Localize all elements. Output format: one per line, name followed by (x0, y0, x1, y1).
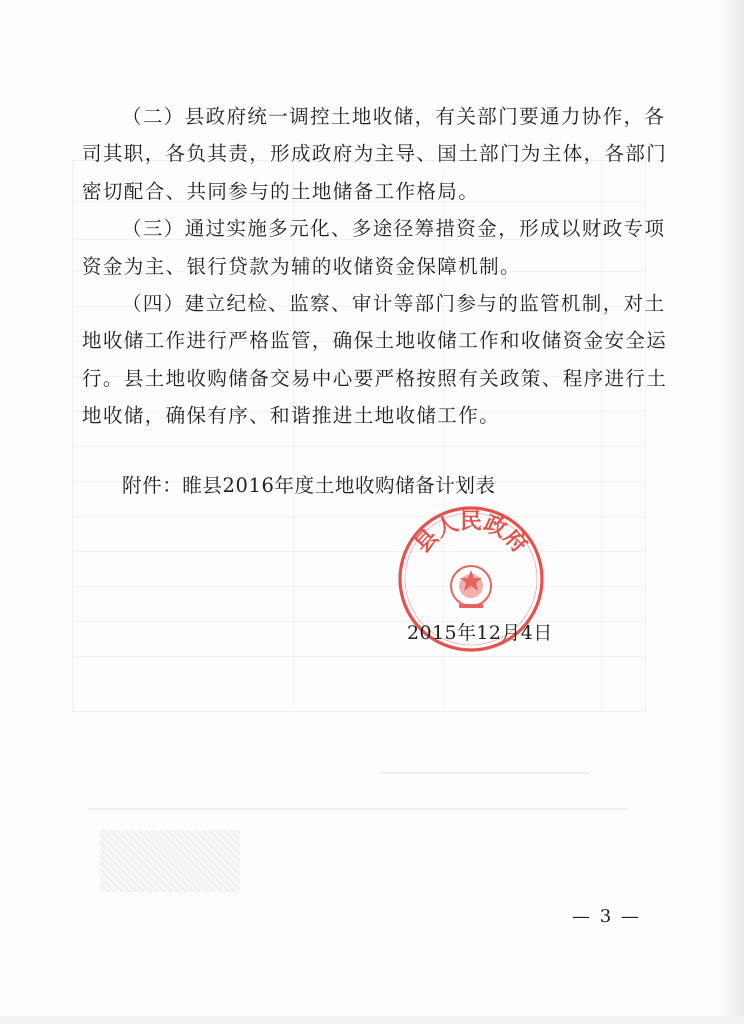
national-emblem-icon (451, 566, 491, 608)
bleed-through-line (88, 808, 628, 810)
paragraph-line: 密切配合、共同参与的土地储备工作格局。 (82, 179, 480, 203)
paragraph-line: （二）县政府统一调控土地收储，有关部门要通力协作，各 (122, 105, 666, 128)
body-text (82, 98, 668, 435)
scan-edge-bottom (0, 1016, 744, 1024)
bleed-through-block (100, 830, 240, 892)
svg-text:县人民政府 (410, 510, 532, 558)
page-number: — 3 — (572, 906, 641, 927)
paragraph-line: （三）通过实施多元化、多途径筹措资金，形成以财政专项 (122, 217, 666, 241)
paragraph-line: 行。县土地收购储备交易中心要严格按照有关政策、程序进行土 (82, 366, 668, 390)
paragraph-line: 司其职，各负其责，形成政府为主导、国土部门为主体，各部门 (82, 142, 668, 166)
attachment-note: 附件：睢县2016年度土地收购储备计划表 (122, 474, 496, 497)
paragraph-line: 地收储工作进行严格监管，确保土地收储工作和收储资金安全运 (82, 329, 668, 353)
bleed-through-line (380, 772, 590, 774)
issue-date: 2015年12月4日 (407, 622, 553, 644)
paragraph-line: （四）建立纪检、监察、审计等部门参与的监管机制，对土 (122, 291, 666, 315)
paragraph-line: 地收储，确保有序、和谐推进土地收储工作。 (82, 404, 501, 428)
paragraph-line: 资金为主、银行贷款为辅的收储资金保障机制。 (82, 254, 521, 278)
seal-text: 县人民政府 (410, 509, 532, 559)
scan-edge-right (722, 0, 744, 1024)
paragraph-4 (82, 285, 668, 435)
paragraph-2 (82, 98, 668, 210)
paragraph-3 (82, 210, 666, 285)
